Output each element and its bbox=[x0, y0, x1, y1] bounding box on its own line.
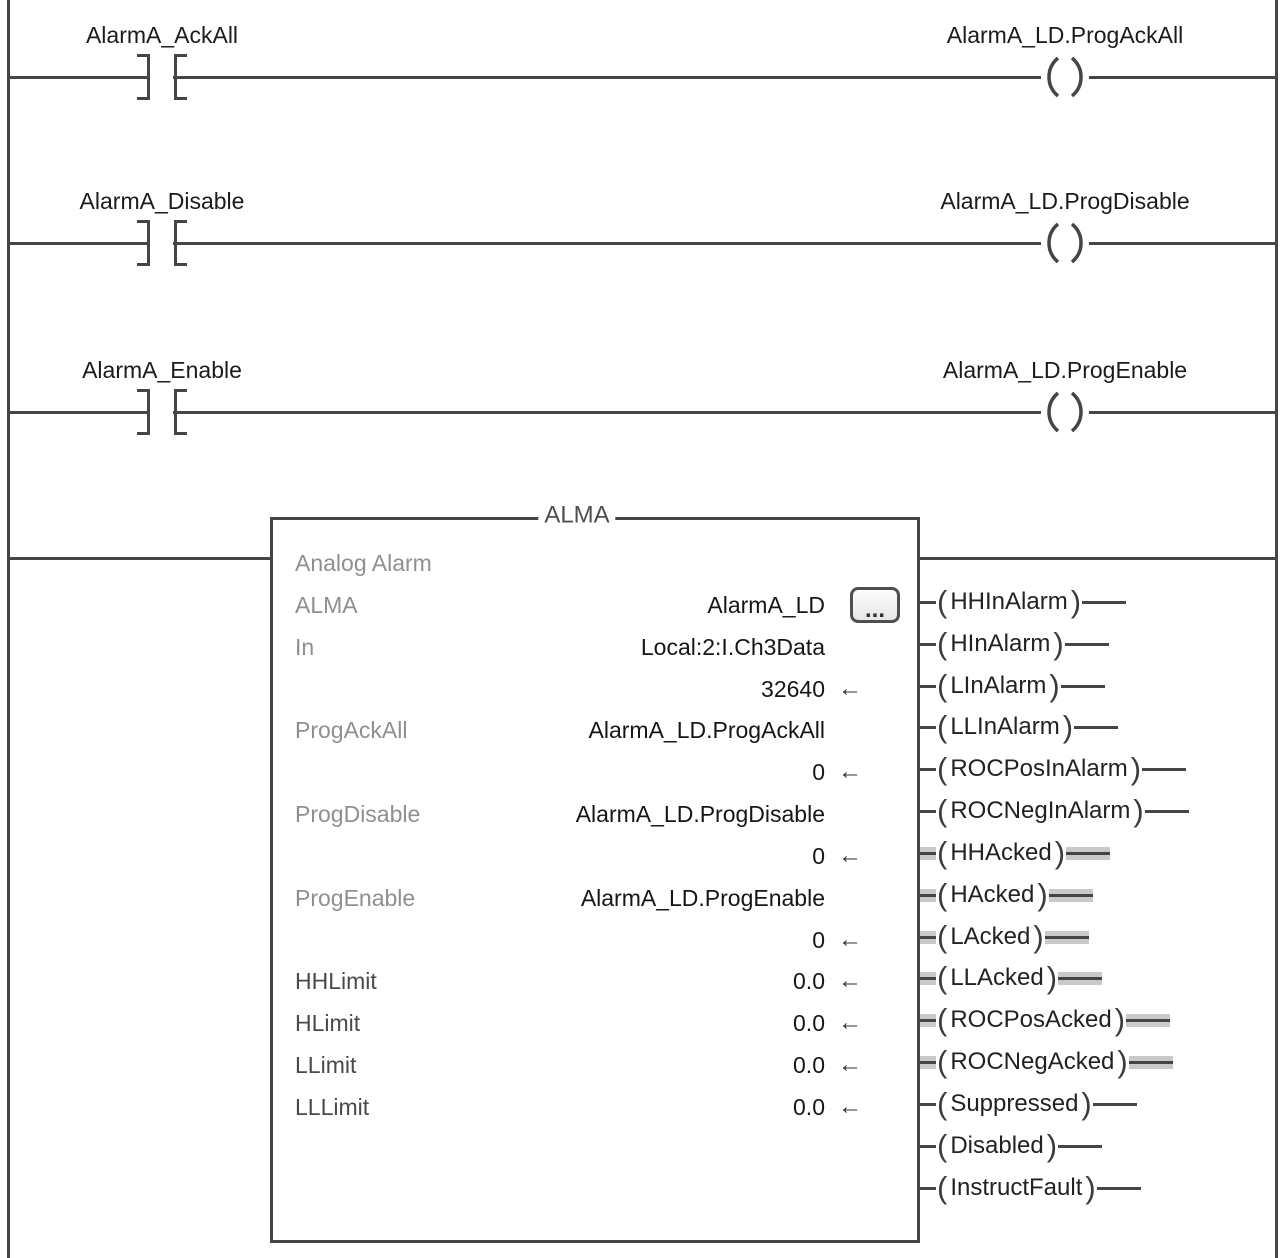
param-value-progdisable[interactable]: AlarmA_LD.ProgDisable bbox=[575, 800, 825, 827]
coil-paren: ) bbox=[1037, 877, 1048, 912]
wire-stub bbox=[920, 1014, 936, 1027]
rung2-wire bbox=[8, 242, 149, 245]
coil-paren: ( bbox=[937, 709, 948, 744]
output-coil-rocposinalarm[interactable]: ( ROCPosInAlarm ) bbox=[920, 752, 1186, 786]
wire-stub bbox=[1045, 931, 1089, 944]
coil-paren: ) bbox=[1054, 835, 1066, 870]
wire-stub bbox=[1049, 889, 1093, 902]
wire-stub bbox=[920, 805, 936, 818]
rung2-wire bbox=[1089, 242, 1278, 245]
coil-paren: ) bbox=[1033, 919, 1044, 954]
output-coil-llinalarm[interactable]: ( LLInAlarm ) bbox=[920, 710, 1118, 744]
rung3-wire bbox=[173, 411, 1041, 414]
rung4-wire-in bbox=[8, 557, 272, 560]
tag-browse-button[interactable] bbox=[850, 587, 900, 623]
output-coil-disabled[interactable]: ( Disabled ) bbox=[920, 1129, 1102, 1163]
wire-stub bbox=[1093, 1098, 1137, 1111]
browse-dots: ... bbox=[864, 596, 885, 623]
output-coil-lacked[interactable]: ( LAcked ) bbox=[920, 920, 1089, 954]
output-coil-rocneginalarm[interactable]: ( ROCNegInAlarm ) bbox=[920, 794, 1189, 828]
coil-tag-progdisable[interactable]: AlarmA_LD.ProgDisable bbox=[940, 188, 1190, 214]
wire-stub bbox=[920, 763, 936, 776]
wire-stub bbox=[1142, 763, 1186, 776]
param-name-progenable: ProgEnable bbox=[295, 884, 416, 911]
output-coil-hacked[interactable]: ( HAcked ) bbox=[920, 878, 1093, 912]
param-name-progdisable: ProgDisable bbox=[295, 800, 421, 827]
coil-paren: ) bbox=[1133, 793, 1144, 828]
coil-paren: ( bbox=[937, 668, 948, 703]
output-coil-rocnegacked[interactable]: ( ROCNegAcked ) bbox=[920, 1045, 1173, 1079]
wire-stub bbox=[920, 889, 936, 902]
contact-left-bracket bbox=[137, 220, 150, 266]
param-name-hlimit: HLimit bbox=[295, 1009, 361, 1036]
xic-contact-icon[interactable] bbox=[137, 389, 187, 435]
left-power-rail bbox=[7, 0, 10, 1258]
live-value-arrow-icon: ← bbox=[838, 967, 862, 994]
param-value-progenable[interactable]: AlarmA_LD.ProgEnable bbox=[580, 884, 825, 911]
param-value-lllimit[interactable]: 0.0 bbox=[793, 1093, 825, 1120]
wire-stub bbox=[920, 1182, 936, 1195]
param-value-hhlimit[interactable]: 0.0 bbox=[793, 967, 825, 994]
contact-left-bracket bbox=[137, 54, 150, 100]
live-value-arrow-icon: ← bbox=[838, 675, 862, 702]
wire-stub bbox=[1126, 1014, 1170, 1027]
param-live-value-in: 32640 bbox=[761, 675, 825, 702]
wire-stub bbox=[1145, 805, 1189, 818]
coil-paren: ( bbox=[937, 1002, 948, 1037]
coil-paren: ( bbox=[937, 835, 948, 870]
output-coil-hinalarm[interactable]: ( HInAlarm ) bbox=[920, 627, 1109, 661]
contact-right-bracket bbox=[174, 220, 187, 266]
coil-paren: ) bbox=[1085, 1170, 1096, 1205]
coil-paren: ) bbox=[1062, 709, 1074, 744]
wire-stub bbox=[920, 931, 936, 944]
live-value-arrow-icon: ← bbox=[838, 758, 862, 785]
contact-right-bracket bbox=[174, 54, 187, 100]
contact-tag-alarma-disable[interactable]: AlarmA_Disable bbox=[79, 188, 245, 214]
output-coil-hhinalarm[interactable]: ( HHInAlarm ) bbox=[920, 585, 1126, 619]
live-value-arrow-icon: ← bbox=[838, 926, 862, 953]
ote-coil-icon[interactable] bbox=[1039, 53, 1091, 101]
coil-paren: ) bbox=[1114, 1002, 1126, 1037]
coil-paren: ) bbox=[1046, 960, 1058, 995]
param-live-value-progackall: 0 bbox=[812, 758, 825, 785]
wire-stub bbox=[1058, 1140, 1102, 1153]
coil-paren: ) bbox=[1049, 668, 1060, 703]
param-live-value-progenable: 0 bbox=[812, 926, 825, 953]
rung1-wire bbox=[1089, 76, 1278, 79]
output-coil-llacked[interactable]: ( LLAcked ) bbox=[920, 961, 1102, 995]
alma-description: Analog Alarm bbox=[295, 549, 432, 576]
wire-stub bbox=[1058, 972, 1102, 985]
right-power-rail bbox=[1275, 0, 1278, 1258]
coil-paren: ( bbox=[937, 1086, 948, 1121]
ote-coil-icon[interactable] bbox=[1039, 219, 1091, 267]
output-coil-hhacked[interactable]: ( HHAcked ) bbox=[920, 836, 1110, 870]
wire-stub bbox=[1082, 596, 1126, 609]
coil-paren: ( bbox=[937, 793, 948, 828]
coil-paren: ( bbox=[937, 919, 948, 954]
rung1-wire bbox=[8, 76, 149, 79]
live-value-arrow-icon: ← bbox=[838, 842, 862, 869]
wire-stub bbox=[920, 1098, 936, 1111]
wire-stub bbox=[1097, 1182, 1141, 1195]
contact-left-bracket bbox=[137, 389, 150, 435]
wire-stub bbox=[920, 847, 936, 860]
param-name-in: In bbox=[295, 633, 315, 660]
coil-paren: ) bbox=[1053, 626, 1064, 661]
coil-paren: ) bbox=[1046, 1128, 1058, 1163]
wire-stub bbox=[1066, 847, 1110, 860]
coil-paren: ) bbox=[1070, 584, 1082, 619]
live-value-arrow-icon: ← bbox=[838, 1009, 862, 1036]
wire-stub bbox=[920, 972, 936, 985]
param-name-lllimit: LLLimit bbox=[295, 1093, 370, 1120]
contact-tag-alarma-ackall[interactable]: AlarmA_AckAll bbox=[85, 22, 239, 48]
param-name-progackall: ProgAckAll bbox=[295, 716, 408, 743]
wire-stub bbox=[1065, 638, 1109, 651]
rung3-wire bbox=[1089, 411, 1278, 414]
contact-right-bracket bbox=[174, 389, 187, 435]
wire-stub bbox=[920, 1140, 936, 1153]
coil-paren: ( bbox=[937, 626, 948, 661]
param-value-in[interactable]: Local:2:I.Ch3Data bbox=[640, 633, 825, 660]
param-name-hhlimit: HHLimit bbox=[295, 967, 377, 994]
param-name-llimit: LLimit bbox=[295, 1051, 357, 1078]
wire-stub bbox=[920, 721, 936, 734]
alma-block-title: ALMA bbox=[538, 502, 615, 530]
coil-paren: ( bbox=[937, 584, 948, 619]
ote-coil-icon[interactable] bbox=[1039, 388, 1091, 436]
coil-paren: ( bbox=[937, 1128, 948, 1163]
contact-tag-alarma-enable[interactable]: AlarmA_Enable bbox=[82, 357, 242, 383]
rung1-wire bbox=[173, 76, 1041, 79]
param-live-value-progdisable: 0 bbox=[812, 842, 825, 869]
coil-paren: ( bbox=[937, 1170, 948, 1205]
param-value-hlimit[interactable]: 0.0 bbox=[793, 1009, 825, 1036]
param-value-alma[interactable]: AlarmA_LD bbox=[707, 591, 825, 618]
param-value-llimit[interactable]: 0.0 bbox=[793, 1051, 825, 1078]
wire-stub bbox=[1074, 721, 1118, 734]
coil-paren: ( bbox=[937, 960, 948, 995]
wire-stub bbox=[1129, 1056, 1173, 1069]
wire-stub bbox=[920, 680, 936, 693]
alma-instruction-block[interactable] bbox=[270, 517, 920, 1243]
live-value-arrow-icon: ← bbox=[838, 1051, 862, 1078]
output-coil-rocposacked[interactable]: ( ROCPosAcked ) bbox=[920, 1003, 1170, 1037]
coil-tag-progackall[interactable]: AlarmA_LD.ProgAckAll bbox=[946, 22, 1184, 48]
wire-stub bbox=[1061, 680, 1105, 693]
rung3-wire bbox=[8, 411, 149, 414]
output-coil-instructfault[interactable]: ( InstructFault ) bbox=[920, 1171, 1141, 1205]
live-value-arrow-icon: ← bbox=[838, 1093, 862, 1120]
xic-contact-icon[interactable] bbox=[137, 54, 187, 100]
rung4-wire-out bbox=[918, 557, 1278, 560]
coil-paren: ) bbox=[1081, 1086, 1092, 1121]
coil-paren: ) bbox=[1117, 1044, 1128, 1079]
rung2-wire bbox=[173, 242, 1041, 245]
param-value-progackall[interactable]: AlarmA_LD.ProgAckAll bbox=[588, 716, 825, 743]
xic-contact-icon[interactable] bbox=[137, 220, 187, 266]
coil-paren: ( bbox=[937, 877, 948, 912]
wire-stub bbox=[920, 596, 936, 609]
wire-stub bbox=[920, 638, 936, 651]
coil-paren: ) bbox=[1130, 751, 1142, 786]
coil-tag-progenable[interactable]: AlarmA_LD.ProgEnable bbox=[942, 357, 1188, 383]
output-coil-linalarm[interactable]: ( LInAlarm ) bbox=[920, 669, 1105, 703]
coil-paren: ( bbox=[937, 1044, 948, 1079]
param-name-alma: ALMA bbox=[295, 591, 358, 618]
coil-paren: ( bbox=[937, 751, 948, 786]
output-coil-suppressed[interactable]: ( Suppressed ) bbox=[920, 1087, 1137, 1121]
wire-stub bbox=[920, 1056, 936, 1069]
